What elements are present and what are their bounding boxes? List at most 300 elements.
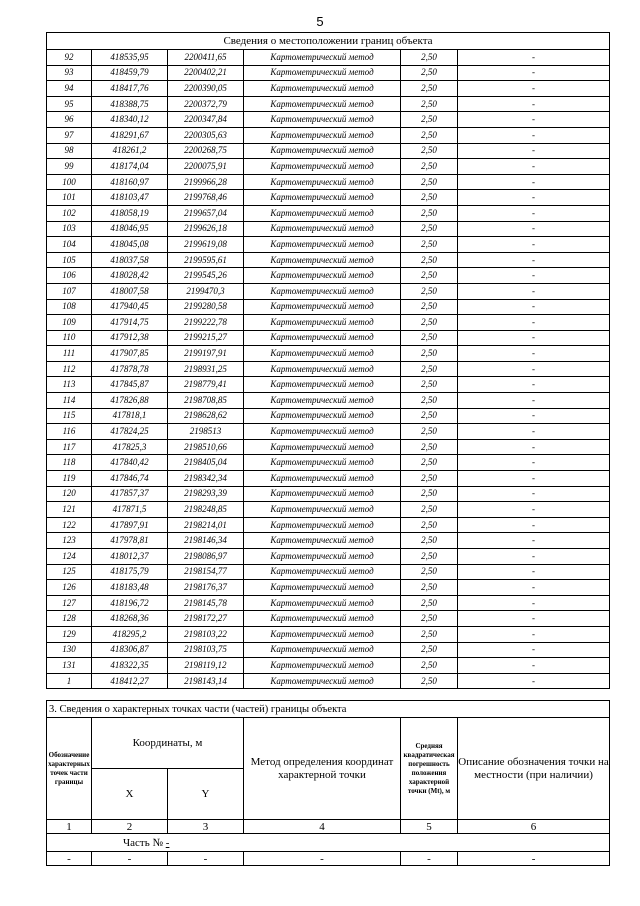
description-cell: - [458, 143, 610, 159]
y-coordinate-cell: 2198103,75 [168, 642, 244, 658]
description-cell: - [458, 455, 610, 471]
description-cell: - [458, 626, 610, 642]
method-cell: Картометрический метод [244, 268, 401, 284]
point-number-cell: 115 [47, 408, 92, 424]
accuracy-cell: 2,50 [401, 502, 458, 518]
point-number-cell: 96 [47, 112, 92, 128]
table-row [47, 50, 610, 66]
method-cell: Картометрический метод [244, 112, 401, 128]
column-number: 4 [244, 820, 401, 834]
point-number-cell: 100 [47, 174, 92, 190]
y-coordinate-cell: 2198342,34 [168, 471, 244, 487]
point-number-cell: 129 [47, 626, 92, 642]
column-number: 1 [47, 820, 92, 834]
method-cell: Картометрический метод [244, 580, 401, 596]
accuracy-cell: 2,50 [401, 361, 458, 377]
section-3-title: 3. Сведения о характерных точках части (частей) границы объекта [47, 701, 610, 718]
accuracy-cell: 2,50 [401, 346, 458, 362]
accuracy-cell: 2,50 [401, 486, 458, 502]
accuracy-cell: 2,50 [401, 315, 458, 331]
table-row [47, 252, 610, 268]
table-row [47, 408, 610, 424]
x-coordinate-cell: 418388,75 [92, 96, 168, 112]
accuracy-cell: 2,50 [401, 642, 458, 658]
col-method-header: Метод определения координат характерной точки [244, 718, 401, 820]
description-cell: - [458, 377, 610, 393]
table-row [47, 81, 610, 97]
column-number: 6 [458, 820, 610, 834]
y-coordinate-cell: 2200305,63 [168, 127, 244, 143]
point-number-cell: 109 [47, 315, 92, 331]
method-cell: Картометрический метод [244, 673, 401, 689]
table-row [47, 237, 610, 253]
table-row [47, 221, 610, 237]
table-row [47, 471, 610, 487]
point-number-cell: 98 [47, 143, 92, 159]
table-row [47, 283, 610, 299]
x-coordinate-cell: 418028,42 [92, 268, 168, 284]
x-coordinate-cell: 418160,97 [92, 174, 168, 190]
description-cell: - [458, 299, 610, 315]
description-cell: - [458, 533, 610, 549]
col-x-header: X [92, 769, 168, 820]
x-coordinate-cell: 417914,75 [92, 315, 168, 331]
accuracy-cell: 2,50 [401, 455, 458, 471]
point-number-cell: 131 [47, 658, 92, 674]
point-number-cell: 127 [47, 595, 92, 611]
y-coordinate-cell: 2198248,85 [168, 502, 244, 518]
y-coordinate-cell: 2199222,78 [168, 315, 244, 331]
description-cell: - [458, 564, 610, 580]
accuracy-cell: 2,50 [401, 143, 458, 159]
table-row [47, 127, 610, 143]
accuracy-cell: 2,50 [401, 393, 458, 409]
point-number-cell: 92 [47, 50, 92, 66]
part-label-row [47, 834, 610, 852]
y-coordinate-cell: 2198103,22 [168, 626, 244, 642]
accuracy-cell: 2,50 [401, 205, 458, 221]
y-coordinate-cell: 2200390,05 [168, 81, 244, 97]
method-cell: Картометрический метод [244, 346, 401, 362]
description-cell: - [458, 268, 610, 284]
table-row [47, 315, 610, 331]
y-coordinate-cell: 2198931,25 [168, 361, 244, 377]
column-number: 2 [92, 820, 168, 834]
point-number-cell: 113 [47, 377, 92, 393]
accuracy-cell: 2,50 [401, 127, 458, 143]
point-number-cell: 120 [47, 486, 92, 502]
x-coordinate-cell: 417907,85 [92, 346, 168, 362]
y-coordinate-cell: 2198176,37 [168, 580, 244, 596]
description-cell: - [458, 502, 610, 518]
description-cell: - [458, 190, 610, 206]
accuracy-cell: 2,50 [401, 611, 458, 627]
part-value: - [165, 836, 170, 849]
method-cell: Картометрический метод [244, 455, 401, 471]
method-cell: Картометрический метод [244, 517, 401, 533]
method-cell: Картометрический метод [244, 50, 401, 66]
point-number-cell: 107 [47, 283, 92, 299]
accuracy-cell: 2,50 [401, 439, 458, 455]
page-number: 5 [316, 14, 324, 29]
table-row [47, 517, 610, 533]
description-cell: - [458, 174, 610, 190]
description-cell: - [458, 346, 610, 362]
method-cell: Картометрический метод [244, 642, 401, 658]
point-number-cell: 93 [47, 65, 92, 81]
table-row [47, 174, 610, 190]
description-cell: - [458, 252, 610, 268]
description-cell: - [458, 595, 610, 611]
x-coordinate-cell: 417912,38 [92, 330, 168, 346]
description-cell: - [458, 471, 610, 487]
point-number-cell: 94 [47, 81, 92, 97]
point-number-cell: 117 [47, 439, 92, 455]
method-cell: Картометрический метод [244, 96, 401, 112]
x-coordinate-cell: 418037,58 [92, 252, 168, 268]
table-row [47, 626, 610, 642]
y-coordinate-cell: 2198510,66 [168, 439, 244, 455]
method-cell: Картометрический метод [244, 486, 401, 502]
y-coordinate-cell: 2199595,61 [168, 252, 244, 268]
method-cell: Картометрический метод [244, 439, 401, 455]
col-coords-header: Координаты, м [92, 718, 244, 769]
method-cell: Картометрический метод [244, 330, 401, 346]
x-coordinate-cell: 417857,37 [92, 486, 168, 502]
y-coordinate-cell: 2198513 [168, 424, 244, 440]
accuracy-cell: 2,50 [401, 112, 458, 128]
description-cell: - [458, 221, 610, 237]
method-cell: Картометрический метод [244, 205, 401, 221]
description-cell: - [458, 361, 610, 377]
x-coordinate-cell: 418322,35 [92, 658, 168, 674]
y-coordinate-cell: 2199619,08 [168, 237, 244, 253]
y-coordinate-cell: 2198405,04 [168, 455, 244, 471]
accuracy-cell: 2,50 [401, 673, 458, 689]
method-cell: Картометрический метод [244, 299, 401, 315]
y-coordinate-cell: 2198154,77 [168, 564, 244, 580]
y-coordinate-cell: 2200411,65 [168, 50, 244, 66]
y-coordinate-cell: 2198145,78 [168, 595, 244, 611]
x-coordinate-cell: 418268,36 [92, 611, 168, 627]
description-cell: - [458, 112, 610, 128]
y-coordinate-cell: 2199657,04 [168, 205, 244, 221]
y-coordinate-cell: 2199197,91 [168, 346, 244, 362]
description-cell: - [458, 330, 610, 346]
description-cell: - [458, 642, 610, 658]
method-cell: Картометрический метод [244, 283, 401, 299]
y-coordinate-cell: 2198628,62 [168, 408, 244, 424]
description-cell: - [458, 50, 610, 66]
accuracy-cell: 2,50 [401, 533, 458, 549]
description-cell: - [458, 673, 610, 689]
accuracy-cell: 2,50 [401, 190, 458, 206]
empty-cell: - [244, 852, 401, 866]
table-row [47, 533, 610, 549]
point-number-cell: 125 [47, 564, 92, 580]
method-cell: Картометрический метод [244, 471, 401, 487]
col-y-header: Y [168, 769, 244, 820]
description-cell: - [458, 159, 610, 175]
x-coordinate-cell: 417978,81 [92, 533, 168, 549]
x-coordinate-cell: 417824,25 [92, 424, 168, 440]
accuracy-cell: 2,50 [401, 174, 458, 190]
section-title: Сведения о местоположении границ объекта [47, 33, 610, 50]
description-cell: - [458, 580, 610, 596]
description-cell: - [458, 393, 610, 409]
table-row [47, 190, 610, 206]
part-label: Часть № [123, 836, 163, 849]
accuracy-cell: 2,50 [401, 159, 458, 175]
y-coordinate-cell: 2200075,91 [168, 159, 244, 175]
table-row [47, 159, 610, 175]
y-coordinate-cell: 2200268,75 [168, 143, 244, 159]
method-cell: Картометрический метод [244, 65, 401, 81]
description-cell: - [458, 424, 610, 440]
method-cell: Картометрический метод [244, 143, 401, 159]
description-cell: - [458, 658, 610, 674]
table-row [47, 393, 610, 409]
method-cell: Картометрический метод [244, 595, 401, 611]
point-number-cell: 101 [47, 190, 92, 206]
empty-cell: - [458, 852, 610, 866]
point-number-cell: 1 [47, 673, 92, 689]
accuracy-cell: 2,50 [401, 252, 458, 268]
y-coordinate-cell: 2198143,14 [168, 673, 244, 689]
x-coordinate-cell: 417825,3 [92, 439, 168, 455]
accuracy-cell: 2,50 [401, 299, 458, 315]
x-coordinate-cell: 418291,67 [92, 127, 168, 143]
accuracy-cell: 2,50 [401, 626, 458, 642]
table-row [47, 595, 610, 611]
point-number-cell: 126 [47, 580, 92, 596]
accuracy-cell: 2,50 [401, 81, 458, 97]
method-cell: Картометрический метод [244, 424, 401, 440]
point-number-cell: 116 [47, 424, 92, 440]
method-cell: Картометрический метод [244, 502, 401, 518]
method-cell: Картометрический метод [244, 533, 401, 549]
y-coordinate-cell: 2199470,3 [168, 283, 244, 299]
y-coordinate-cell: 2198708,85 [168, 393, 244, 409]
point-number-cell: 124 [47, 549, 92, 565]
method-cell: Картометрический метод [244, 221, 401, 237]
x-coordinate-cell: 417818,1 [92, 408, 168, 424]
col-description-header: Описание обозначения точки на местности (при наличии) [458, 718, 610, 820]
description-cell: - [458, 65, 610, 81]
x-coordinate-cell: 417871,5 [92, 502, 168, 518]
description-cell: - [458, 611, 610, 627]
y-coordinate-cell: 2199545,26 [168, 268, 244, 284]
x-coordinate-cell: 418183,48 [92, 580, 168, 596]
x-coordinate-cell: 417940,45 [92, 299, 168, 315]
column-number: 5 [401, 820, 458, 834]
table-row [47, 112, 610, 128]
point-number-cell: 102 [47, 205, 92, 221]
empty-cell: - [47, 852, 92, 866]
description-cell: - [458, 549, 610, 565]
x-coordinate-cell: 418103,47 [92, 190, 168, 206]
x-coordinate-cell: 417897,91 [92, 517, 168, 533]
description-cell: - [458, 237, 610, 253]
point-number-cell: 97 [47, 127, 92, 143]
x-coordinate-cell: 418261,2 [92, 143, 168, 159]
x-coordinate-cell: 418295,2 [92, 626, 168, 642]
y-coordinate-cell: 2199626,18 [168, 221, 244, 237]
description-cell: - [458, 96, 610, 112]
table-row [47, 346, 610, 362]
x-coordinate-cell: 418175,79 [92, 564, 168, 580]
accuracy-cell: 2,50 [401, 595, 458, 611]
y-coordinate-cell: 2198293,39 [168, 486, 244, 502]
table-row [47, 486, 610, 502]
method-cell: Картометрический метод [244, 127, 401, 143]
method-cell: Картометрический метод [244, 658, 401, 674]
x-coordinate-cell: 418459,79 [92, 65, 168, 81]
x-coordinate-cell: 418046,95 [92, 221, 168, 237]
x-coordinate-cell: 417840,42 [92, 455, 168, 471]
method-cell: Картометрический метод [244, 549, 401, 565]
x-coordinate-cell: 417878,78 [92, 361, 168, 377]
table-row [47, 377, 610, 393]
x-coordinate-cell: 418058,19 [92, 205, 168, 221]
description-cell: - [458, 283, 610, 299]
table-row [47, 658, 610, 674]
table-row [47, 549, 610, 565]
method-cell: Картометрический метод [244, 252, 401, 268]
y-coordinate-cell: 2198214,01 [168, 517, 244, 533]
x-coordinate-cell: 418535,95 [92, 50, 168, 66]
description-cell: - [458, 315, 610, 331]
x-coordinate-cell: 418007,58 [92, 283, 168, 299]
y-coordinate-cell: 2200372,79 [168, 96, 244, 112]
accuracy-cell: 2,50 [401, 237, 458, 253]
col-point-header: Обозначение характерных точек части границы [47, 718, 92, 820]
y-coordinate-cell: 2199768,46 [168, 190, 244, 206]
table-row [47, 268, 610, 284]
description-cell: - [458, 408, 610, 424]
point-number-cell: 106 [47, 268, 92, 284]
method-cell: Картометрический метод [244, 237, 401, 253]
point-number-cell: 111 [47, 346, 92, 362]
x-coordinate-cell: 418196,72 [92, 595, 168, 611]
accuracy-cell: 2,50 [401, 283, 458, 299]
boundary-points-table [46, 32, 610, 689]
point-number-cell: 121 [47, 502, 92, 518]
accuracy-cell: 2,50 [401, 221, 458, 237]
table-row [47, 439, 610, 455]
table-row [47, 455, 610, 471]
accuracy-cell: 2,50 [401, 424, 458, 440]
y-coordinate-cell: 2199966,28 [168, 174, 244, 190]
x-coordinate-cell: 417826,88 [92, 393, 168, 409]
description-cell: - [458, 517, 610, 533]
empty-cell: - [92, 852, 168, 866]
table-row [47, 564, 610, 580]
x-coordinate-cell: 418412,27 [92, 673, 168, 689]
point-number-cell: 108 [47, 299, 92, 315]
method-cell: Картометрический метод [244, 377, 401, 393]
y-coordinate-cell: 2198779,41 [168, 377, 244, 393]
accuracy-cell: 2,50 [401, 517, 458, 533]
table-row [47, 205, 610, 221]
table-row [47, 143, 610, 159]
x-coordinate-cell: 417845,87 [92, 377, 168, 393]
point-number-cell: 123 [47, 533, 92, 549]
table-row [47, 361, 610, 377]
y-coordinate-cell: 2200402,21 [168, 65, 244, 81]
accuracy-cell: 2,50 [401, 50, 458, 66]
point-number-cell: 95 [47, 96, 92, 112]
method-cell: Картометрический метод [244, 626, 401, 642]
point-number-cell: 103 [47, 221, 92, 237]
accuracy-cell: 2,50 [401, 549, 458, 565]
description-cell: - [458, 439, 610, 455]
accuracy-cell: 2,50 [401, 330, 458, 346]
method-cell: Картометрический метод [244, 611, 401, 627]
x-coordinate-cell: 417846,74 [92, 471, 168, 487]
x-coordinate-cell: 418012,37 [92, 549, 168, 565]
part-points-table [46, 700, 610, 866]
table-row [47, 673, 610, 689]
x-coordinate-cell: 418417,76 [92, 81, 168, 97]
accuracy-cell: 2,50 [401, 580, 458, 596]
point-number-cell: 130 [47, 642, 92, 658]
y-coordinate-cell: 2198086,97 [168, 549, 244, 565]
point-number-cell: 110 [47, 330, 92, 346]
point-number-cell: 128 [47, 611, 92, 627]
point-number-cell: 112 [47, 361, 92, 377]
y-coordinate-cell: 2199215,27 [168, 330, 244, 346]
point-number-cell: 122 [47, 517, 92, 533]
empty-cell: - [168, 852, 244, 866]
table-row [47, 299, 610, 315]
point-number-cell: 118 [47, 455, 92, 471]
point-number-cell: 114 [47, 393, 92, 409]
col-accuracy-header: Средняя квадратическая погрешность положения характерной точки (Mt), м [401, 718, 458, 820]
x-coordinate-cell: 418174,04 [92, 159, 168, 175]
method-cell: Картометрический метод [244, 393, 401, 409]
table-row [47, 65, 610, 81]
x-coordinate-cell: 418340,12 [92, 112, 168, 128]
table-row [47, 642, 610, 658]
point-number-cell: 104 [47, 237, 92, 253]
accuracy-cell: 2,50 [401, 96, 458, 112]
method-cell: Картометрический метод [244, 81, 401, 97]
empty-cell: - [401, 852, 458, 866]
table-row [47, 611, 610, 627]
accuracy-cell: 2,50 [401, 658, 458, 674]
method-cell: Картометрический метод [244, 361, 401, 377]
table-row [47, 424, 610, 440]
method-cell: Картометрический метод [244, 564, 401, 580]
accuracy-cell: 2,50 [401, 65, 458, 81]
method-cell: Картометрический метод [244, 174, 401, 190]
y-coordinate-cell: 2198119,12 [168, 658, 244, 674]
y-coordinate-cell: 2199280,58 [168, 299, 244, 315]
column-number: 3 [168, 820, 244, 834]
point-number-cell: 99 [47, 159, 92, 175]
description-cell: - [458, 205, 610, 221]
point-number-cell: 119 [47, 471, 92, 487]
y-coordinate-cell: 2198172,27 [168, 611, 244, 627]
description-cell: - [458, 127, 610, 143]
method-cell: Картометрический метод [244, 408, 401, 424]
y-coordinate-cell: 2200347,84 [168, 112, 244, 128]
point-number-cell: 105 [47, 252, 92, 268]
description-cell: - [458, 81, 610, 97]
x-coordinate-cell: 418045,08 [92, 237, 168, 253]
accuracy-cell: 2,50 [401, 471, 458, 487]
